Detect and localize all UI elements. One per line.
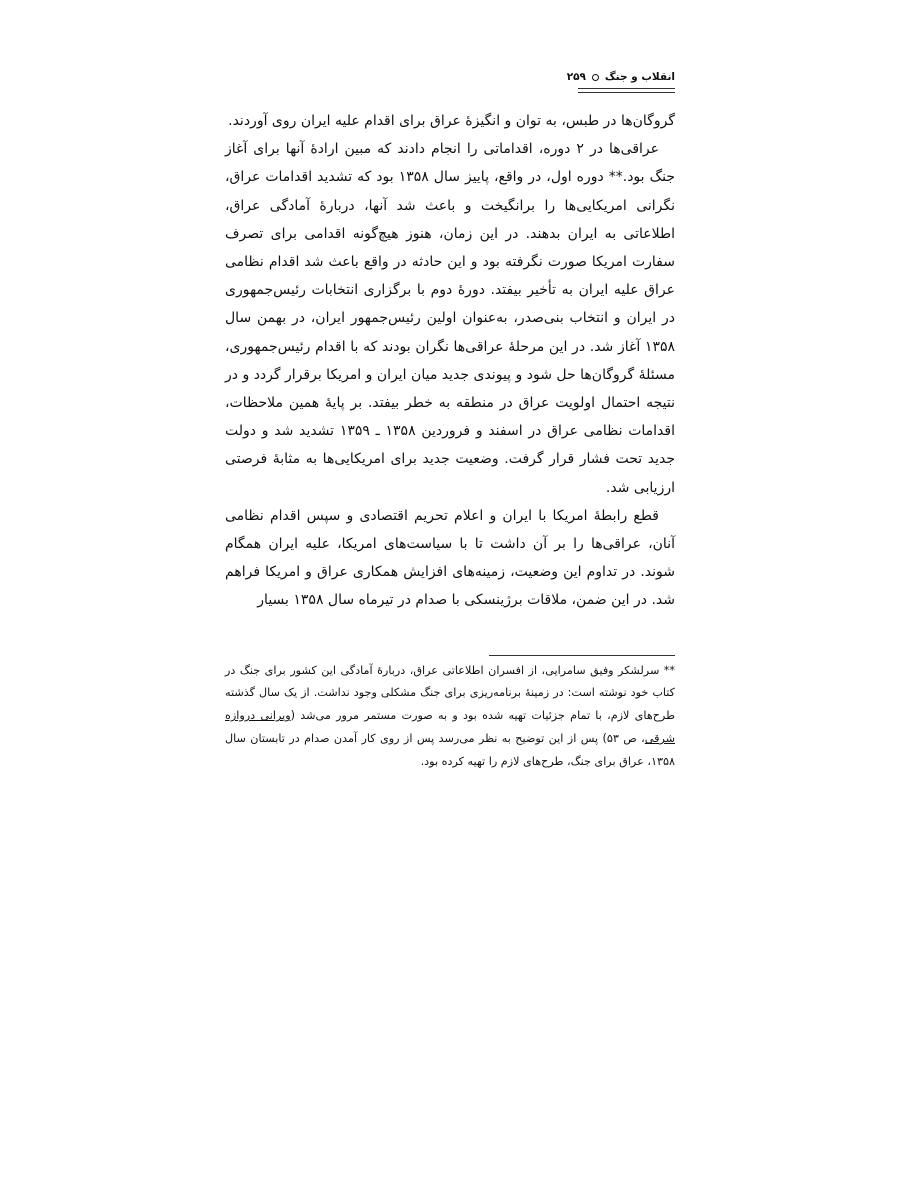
footnote-text-before: ** سرلشکر وفیق سامرایی، از افسران اطلاعاتی عراق، دربارهٔ آمادگی این کشور برای جنگ در کتاب خود نوشته است: در زمینهٔ برنامه‌ریزی برای جنگ مشکلی وجود نداشت. از یک سال گذشته طرح‌های لازم، با تمام جزئیات تهیه شده بود و به صورت مستمر مرور می‌شد ( — [225, 663, 676, 723]
footnote — [225, 660, 675, 774]
footnote-source-title: ویرانی دروازه شرقی — [225, 709, 676, 746]
paragraph-3: قطع رابطهٔ امریکا با ایران و اعلام تحریم اقتصادی و سپس اقدام نظامی آنان، عراقی‌ها را بر آن داشت تا با سیاست‌های امریکا، علیه ایران همگام شوند. در تداوم این وضعیت، زمینه‌های افزایش همکاری عراق و امریکا فراهم شد. در این ضمن، ملاقات برژینسکی با صدام در تیرماه سال ۱۳۵۸ بسیار — [225, 507, 675, 609]
footnote-rule — [489, 655, 675, 656]
paragraph-1: گروگان‌ها در طبس، به توان و انگیزهٔ عراق برای اقدام علیه ایران روی آوردند. — [228, 113, 675, 129]
book-title: انقلاب و جنگ — [604, 71, 675, 83]
header-rule — [578, 88, 675, 93]
book-page — [225, 68, 675, 774]
circle-ornament-icon — [592, 74, 599, 81]
page-number: ۲۵۹ — [566, 71, 586, 83]
running-head — [225, 68, 675, 86]
paragraph-2: عراقی‌ها در ۲ دوره، اقداماتی را انجام دادند که مبین ارادهٔ آنها برای آغاز جنگ بود.** دوره اول، در واقع، پاییز سال ۱۳۵۸ بود که تشدید اقدامات عراق، نگرانی امریکایی‌ها را برانگیخت و باعث شد آنها، دربارهٔ آمادگی عراق، اطلاعاتی به ایران بدهند. در این زمان، هنوز هیچ‌گونه اقدامی برای تصرف سفارت امریکا صورت نگرفته بود و این حادثه در واقع باعث شد اقدام نظامی عراق علیه ایران به تأخیر بیفتد. دورهٔ دوم با برگزاری انتخابات رئیس‌جمهوری در ایران و انتخاب بنی‌صدر، به‌عنوان اولین رئیس‌جمهور ایران، در بهمن سال ۱۳۵۸ آغاز شد. در این مرحلهٔ عراقی‌ها نگران بودند که با اقدام رئیس‌جمهوری، مسئلهٔ گروگان‌ها حل شود و پیوندی جدید میان ایران و امریکا برقرار گردد و در نتیجه احتمال اولویت عراق در منطقه به خطر بیفتد. بر پایهٔ همین ملاحظات، اقدامات نظامی عراق در اسفند و فروردین ۱۳۵۸ ـ ۱۳۵۹ تشدید شد و دولت جدید تحت فشار قرار گرفت. وضعیت جدید برای امریکایی‌ها به مثابهٔ فرصتی ارزیابی شد. — [225, 141, 675, 496]
body-text — [225, 107, 675, 615]
footnote-text-after: ، ص ۵۳) پس از این توضیح به نظر می‌رسد پس از روی کار آمدن صدام در تابستان سال ۱۳۵۸، عراق برای جنگ، طرح‌های لازم را تهیه کرده بود. — [225, 732, 675, 768]
